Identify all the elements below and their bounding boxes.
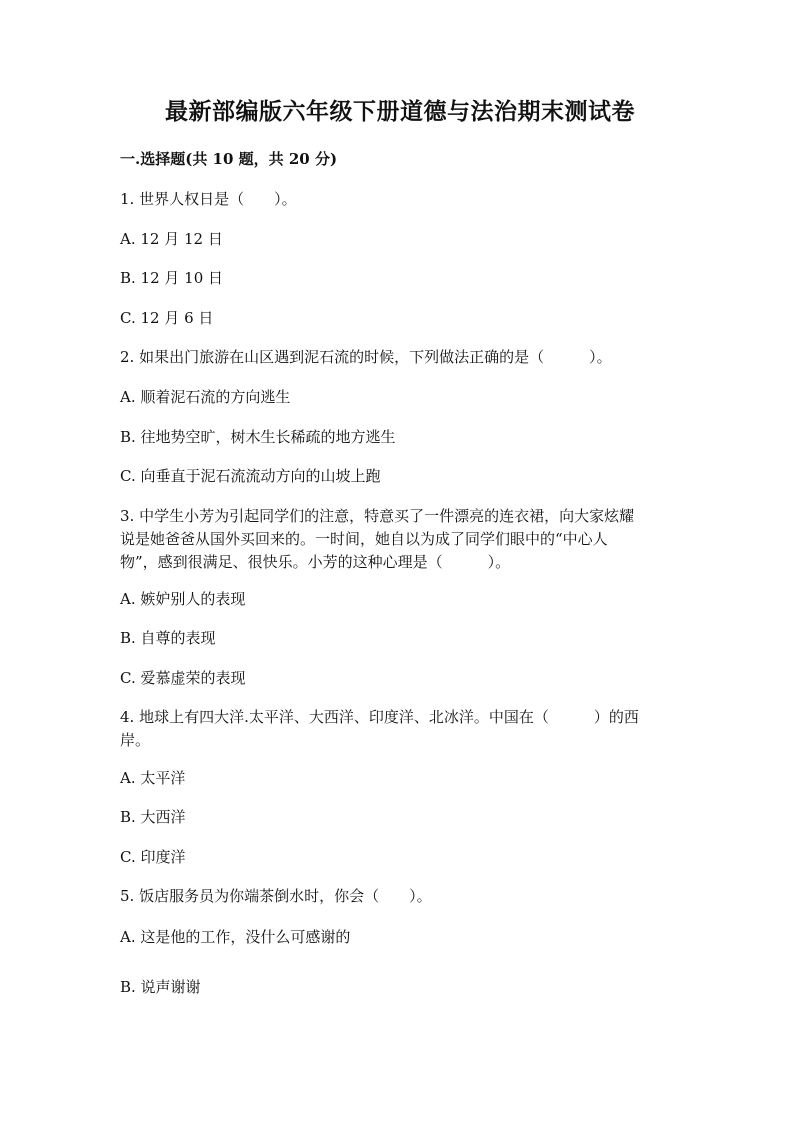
question-5-option-b: B. 说声谢谢 (120, 978, 201, 996)
question-3-option-a: A. 嫉妒别人的表现 (120, 590, 246, 608)
question-4-option-c: C. 印度洋 (120, 848, 186, 866)
page-title: 最新部编版六年级下册道德与法治期末测试卷 (165, 98, 635, 125)
question-5-option-a: A. 这是他的工作，没什么可感谢的 (120, 928, 351, 946)
question-3-stem-line-2: 说是她爸爸从国外买回来的。一时间，她自以为成了同学们眼中的“中心人 (120, 530, 608, 548)
question-1-option-a: A. 12 月 12 日 (120, 230, 223, 248)
question-3-option-c: C. 爱慕虚荣的表现 (120, 669, 246, 687)
section-heading: 一.选择题(共 10 题，共 20 分) (120, 150, 338, 168)
question-2-option-c: C. 向垂直于泥石流流动方向的山坡上跑 (120, 467, 381, 485)
question-1-option-c: C. 12 月 6 日 (120, 309, 214, 327)
question-5-stem: 5. 饭店服务员为你端茶倒水时，你会（ ）。 (120, 887, 432, 905)
question-2-stem: 2. 如果出门旅游在山区遇到泥石流的时候，下列做法正确的是（ ）。 (120, 348, 612, 366)
question-2-option-a: A. 顺着泥石流的方向逃生 (120, 388, 291, 406)
question-3-stem-line-1: 3. 中学生小芳为引起同学们的注意，特意买了一件漂亮的连衣裙，向大家炫耀 (120, 507, 635, 525)
question-3-stem-line-3: 物”，感到很满足、很快乐。小芳的这种心理是（ ）。 (120, 553, 511, 571)
question-4-stem-line-1: 4. 地球上有四大洋.太平洋、大西洋、印度洋、北冰洋。中国在（ ）的西 (120, 708, 639, 726)
question-1-stem: 1. 世界人权日是（ ）。 (120, 190, 297, 208)
question-3-option-b: B. 自尊的表现 (120, 629, 216, 647)
question-4-stem-line-2: 岸。 (120, 731, 151, 749)
question-1-option-b: B. 12 月 10 日 (120, 269, 224, 287)
question-4-option-a: A. 太平洋 (120, 769, 186, 787)
question-4-option-b: B. 大西洋 (120, 808, 186, 826)
question-2-option-b: B. 往地势空旷，树木生长稀疏的地方逃生 (120, 428, 396, 446)
